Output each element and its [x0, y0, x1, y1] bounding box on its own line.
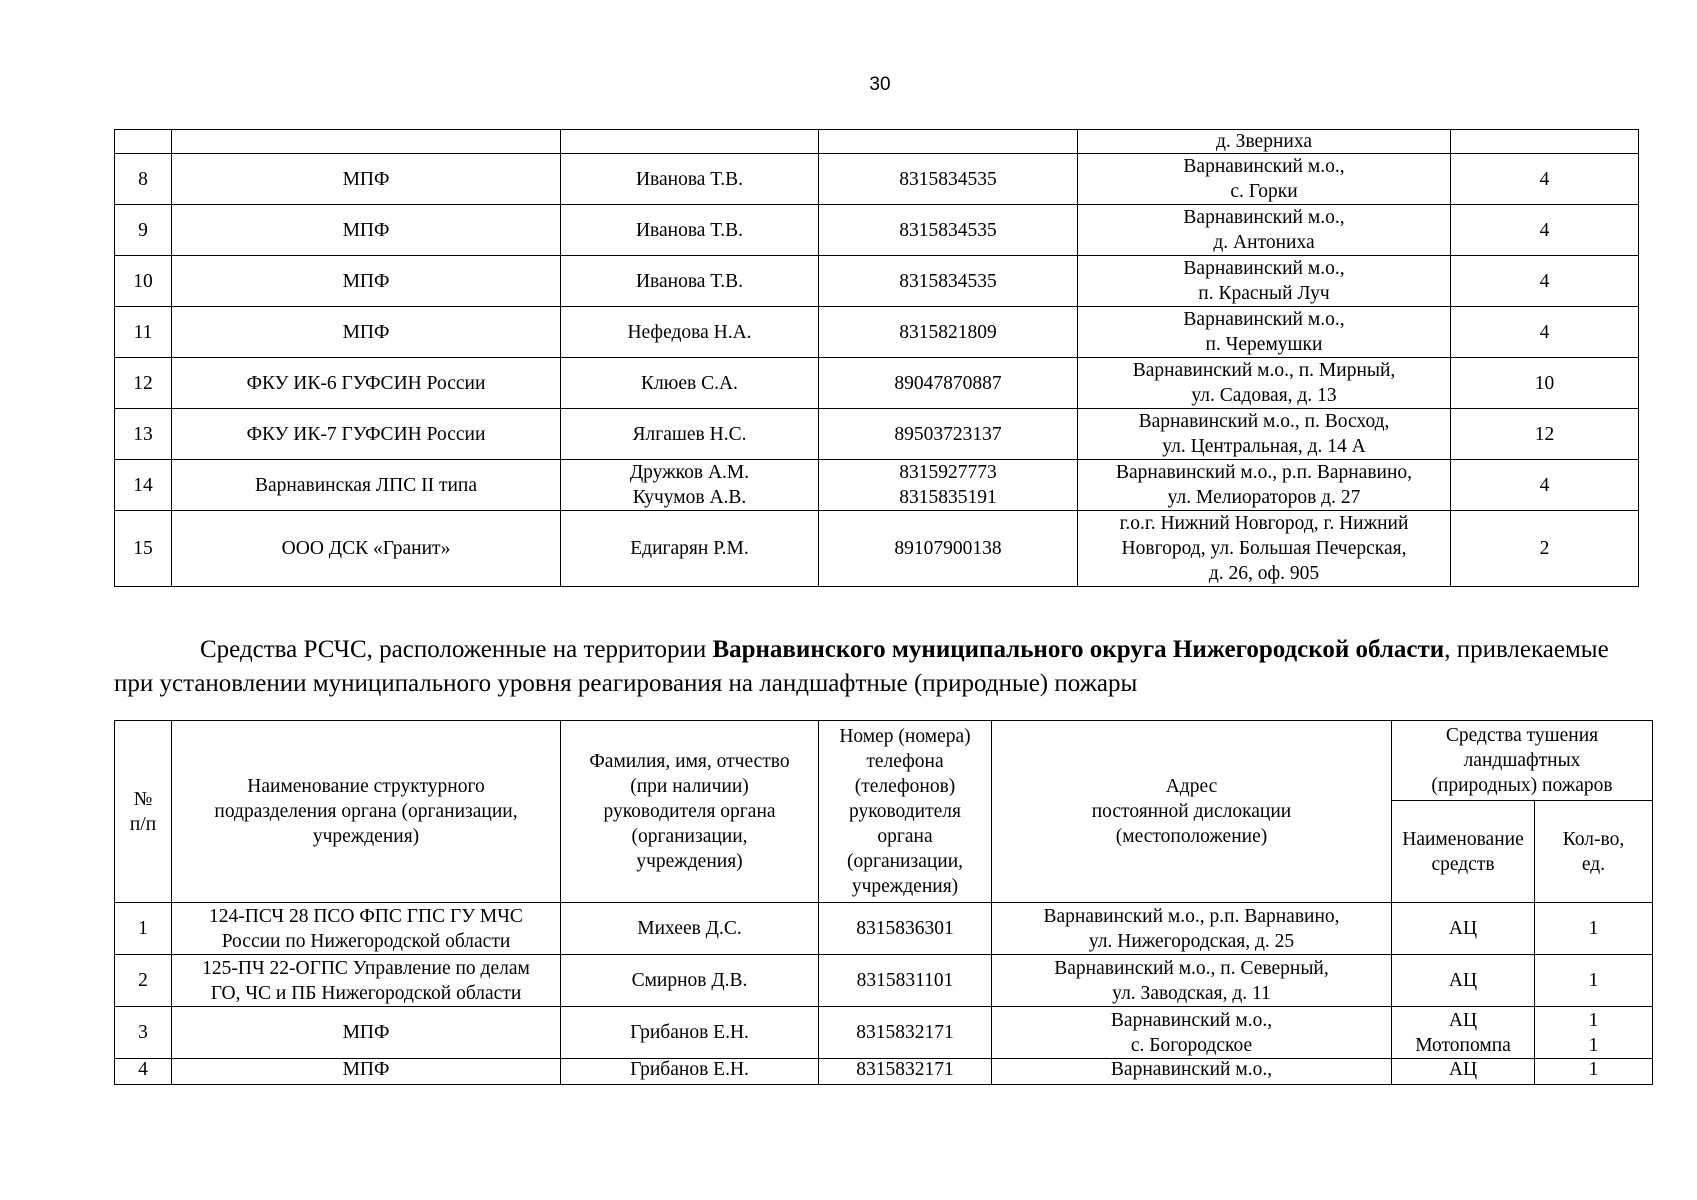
- table-row: [115, 205, 1639, 256]
- org-name: [172, 903, 561, 955]
- table-row: [115, 154, 1639, 205]
- table-row: [115, 903, 1653, 955]
- text-line: д. Антониха: [1213, 232, 1315, 253]
- text-line: средств: [1431, 853, 1495, 875]
- text-line: (организации,: [846, 851, 964, 872]
- org-name: ФКУ ИК-7 ГУФСИН России: [172, 409, 561, 460]
- header-means: [1392, 721, 1653, 801]
- org-name: МПФ: [172, 205, 561, 256]
- text-line: России по Нижегородской области: [221, 930, 511, 952]
- head-name: Михеев Д.С.: [561, 903, 819, 955]
- text-line: п. Красный Луч: [1198, 283, 1330, 304]
- row-number: 14: [115, 460, 172, 511]
- phone-number: 89047870887: [819, 358, 1078, 409]
- text-line: ландшафтных: [1463, 750, 1581, 771]
- text-line: АЦ: [1448, 1009, 1478, 1031]
- text-line: г.о.г. Нижний Новгород, г. Нижний: [1119, 513, 1409, 534]
- text-line: Кол-во,: [1562, 828, 1625, 850]
- head-name: Иванова Т.В.: [561, 154, 819, 205]
- table-row: [115, 307, 1639, 358]
- unit-count: 4: [1451, 154, 1639, 205]
- row-number: 10: [115, 256, 172, 307]
- means-count: [1535, 903, 1653, 955]
- head-name: Клюев С.А.: [561, 358, 819, 409]
- row-number: [115, 130, 172, 154]
- text-line: п/п: [129, 813, 157, 835]
- address: [1078, 358, 1451, 409]
- table-row: [115, 460, 1639, 511]
- table-body: [115, 903, 1653, 1085]
- row-number: 12: [115, 358, 172, 409]
- text-line: Варнавинский м.о., р.п. Варнавино,: [1115, 462, 1413, 483]
- header-means-name: [1392, 801, 1535, 903]
- means-name: [1392, 903, 1535, 955]
- head-name: Иванова Т.В.: [561, 205, 819, 256]
- head-name: Ялгашев Н.С.: [561, 409, 819, 460]
- text-line: ул. Центральная, д. 14 А: [1162, 436, 1366, 457]
- address: [992, 955, 1392, 1007]
- text-line: МПФ: [342, 1022, 390, 1043]
- text-line: 1: [1588, 918, 1599, 939]
- org-name: МПФ: [172, 154, 561, 205]
- address: [992, 903, 1392, 955]
- text-line: Варнавинский м.о.,: [1183, 309, 1345, 330]
- text-line: учреждения): [636, 851, 743, 872]
- text-line: 124-ПСЧ 28 ПСО ФПС ГПС ГУ МЧС: [209, 905, 523, 927]
- text-line: 8315835191: [899, 487, 997, 508]
- text-line: Кучумов А.В.: [632, 487, 747, 508]
- header-means-count: [1535, 801, 1653, 903]
- heading-text: Средства РСЧС, расположенные на территории: [200, 636, 713, 663]
- text-line: Варнавинский м.о., п. Восход,: [1138, 411, 1390, 432]
- text-line: ул. Садовая, д. 13: [1191, 385, 1337, 406]
- text-line: Варнавинский м.о.,: [1110, 1009, 1273, 1031]
- text-line: руководителя: [849, 801, 961, 822]
- text-line: учреждения): [312, 826, 420, 847]
- table-row: [115, 130, 1639, 154]
- org-name: МПФ: [172, 256, 561, 307]
- text-line: Наименование структурного: [247, 776, 485, 797]
- text-line: 1: [1588, 1034, 1599, 1056]
- text-line: с. Горки: [1230, 181, 1298, 202]
- address: [992, 1059, 1392, 1085]
- text-line: Номер (номера): [839, 726, 971, 747]
- row-number: 1: [115, 903, 172, 955]
- text-line: ГО, ЧС и ПБ Нижегородской области: [210, 982, 522, 1004]
- phone-number: 8315834535: [819, 256, 1078, 307]
- row-number: 4: [115, 1059, 172, 1085]
- phone-number: 8315832171: [819, 1007, 992, 1059]
- text-line: Адрес: [1165, 776, 1218, 797]
- heading-text-end: , привлекаемые при установлении муниципального уровня реагирования на ландшафтные (природные) пожары: [114, 636, 1609, 697]
- org-name: [172, 130, 561, 154]
- header-num: [115, 721, 172, 903]
- org-name: ООО ДСК «Гранит»: [172, 511, 561, 587]
- means-name: [1392, 1007, 1535, 1059]
- org-name: [172, 955, 561, 1007]
- phone-number: 89503723137: [819, 409, 1078, 460]
- unit-count: 2: [1451, 511, 1639, 587]
- means-count: [1535, 955, 1653, 1007]
- text-line: п. Черемушки: [1205, 334, 1323, 355]
- org-name: [172, 1007, 561, 1059]
- text-line: ед.: [1581, 853, 1606, 875]
- phone-number: 8315831101: [819, 955, 992, 1007]
- means-count: [1535, 1059, 1653, 1085]
- table-row: [115, 409, 1639, 460]
- text-line: (организации,: [631, 826, 748, 847]
- text-line: ул. Мелиораторов д. 27: [1167, 487, 1361, 508]
- head-name: Иванова Т.В.: [561, 256, 819, 307]
- table-header: [115, 721, 1653, 903]
- row-number: 9: [115, 205, 172, 256]
- row-number: 11: [115, 307, 172, 358]
- unit-count: 4: [1451, 256, 1639, 307]
- text-line: Варнавинский м.о.,: [1110, 1059, 1273, 1080]
- header-phone: [819, 721, 992, 903]
- address: [1078, 154, 1451, 205]
- unit-count: [1451, 130, 1639, 154]
- text-line: д. Зверниха: [1216, 130, 1312, 152]
- head-name: Грибанов Е.Н.: [561, 1007, 819, 1059]
- header-org: [172, 721, 561, 903]
- address: [1078, 511, 1451, 587]
- head-name: Едигарян Р.М.: [561, 511, 819, 587]
- unit-count: 4: [1451, 307, 1639, 358]
- row-number: 15: [115, 511, 172, 587]
- text-line: 1: [1588, 1059, 1599, 1080]
- text-line: д. 26, оф. 905: [1208, 563, 1320, 584]
- org-name: МПФ: [172, 307, 561, 358]
- text-line: 8315927773: [899, 462, 997, 483]
- text-line: 125-ПЧ 22-ОГПС Управление по делам: [202, 957, 530, 979]
- text-line: Варнавинский м.о., р.п. Варнавино,: [1043, 905, 1340, 927]
- means-count: [1535, 1007, 1653, 1059]
- phone-number: 8315834535: [819, 154, 1078, 205]
- text-line: Варнавинский м.о.,: [1183, 258, 1345, 279]
- head-name: [561, 130, 819, 154]
- table-continuation-body: [115, 130, 1639, 587]
- text-line: (при наличии): [630, 776, 749, 797]
- table-row: [115, 511, 1639, 587]
- text-line: Варнавинский м.о.,: [1183, 207, 1345, 228]
- phone-number: [819, 130, 1078, 154]
- address: [1078, 460, 1451, 511]
- text-line: ул. Нижегородская, д. 25: [1088, 930, 1295, 952]
- text-line: телефона: [866, 751, 944, 772]
- row-number: 13: [115, 409, 172, 460]
- text-line: ул. Заводская, д. 11: [1112, 982, 1271, 1004]
- address: [1078, 130, 1451, 154]
- org-name: ФКУ ИК-6 ГУФСИН России: [172, 358, 561, 409]
- org-name: Варнавинская ЛПС II типа: [172, 460, 561, 511]
- row-number: 2: [115, 955, 172, 1007]
- address: [1078, 205, 1451, 256]
- text-line: учреждения): [851, 876, 959, 897]
- head-name: Нефедова Н.А.: [561, 307, 819, 358]
- text-line: Наименование: [1402, 828, 1524, 850]
- table-continuation: [114, 129, 1639, 587]
- text-line: подразделения органа (организации,: [214, 801, 518, 822]
- text-line: (природных) пожаров: [1431, 775, 1613, 796]
- phone-number: 89107900138: [819, 511, 1078, 587]
- text-line: Варнавинский м.о., п. Мирный,: [1132, 360, 1396, 381]
- means-name: [1392, 955, 1535, 1007]
- phone-number: 8315832171: [819, 1059, 992, 1085]
- header-head: [561, 721, 819, 903]
- text-line: АЦ: [1448, 970, 1478, 991]
- table-row: [115, 1007, 1653, 1059]
- address: [1078, 307, 1451, 358]
- table-row: [115, 955, 1653, 1007]
- text-line: Мотопомпа: [1415, 1034, 1511, 1056]
- text-line: №: [133, 788, 153, 810]
- text-line: 1: [1588, 1009, 1599, 1031]
- address: [1078, 256, 1451, 307]
- address: [1078, 409, 1451, 460]
- text-line: Дружков А.М.: [629, 462, 750, 483]
- head-name: Смирнов Д.В.: [561, 955, 819, 1007]
- text-line: АЦ: [1448, 918, 1478, 939]
- head-name: Грибанов Е.Н.: [561, 1059, 819, 1085]
- org-name: [172, 1059, 561, 1085]
- text-line: 1: [1588, 970, 1599, 991]
- phone-number: 8315821809: [819, 307, 1078, 358]
- row-number: 3: [115, 1007, 172, 1059]
- text-line: Варнавинский м.о., п. Северный,: [1054, 957, 1329, 979]
- text-line: руководителя органа: [603, 801, 776, 822]
- text-line: (местоположение): [1115, 826, 1268, 847]
- text-line: Средства тушения: [1445, 725, 1599, 746]
- text-line: МПФ: [342, 1059, 390, 1080]
- page-number: 30: [869, 74, 891, 95]
- text-line: АЦ: [1448, 1059, 1478, 1080]
- heading-bold-text: Варнавинского муниципального округа Нижегородской области: [712, 636, 1445, 663]
- unit-count: 10: [1451, 358, 1639, 409]
- text-line: с. Богородское: [1130, 1034, 1253, 1056]
- table-row: [115, 358, 1639, 409]
- unit-count: 12: [1451, 409, 1639, 460]
- table-row: [115, 1059, 1653, 1085]
- text-line: Варнавинский м.о.,: [1183, 156, 1345, 177]
- text-line: Новгород, ул. Большая Печерская,: [1121, 538, 1407, 559]
- head-name: [561, 460, 819, 511]
- unit-count: 4: [1451, 460, 1639, 511]
- text-line: Фамилия, имя, отчество: [589, 751, 790, 772]
- header-address: [992, 721, 1392, 903]
- text-line: органа: [877, 826, 933, 847]
- section-heading: [114, 633, 1644, 701]
- table-row: [115, 256, 1639, 307]
- phone-number: 8315834535: [819, 205, 1078, 256]
- phone-number: 8315836301: [819, 903, 992, 955]
- phone-number: [819, 460, 1078, 511]
- means-name: [1392, 1059, 1535, 1085]
- text-line: постоянной дислокации: [1091, 801, 1292, 822]
- address: [992, 1007, 1392, 1059]
- unit-count: 4: [1451, 205, 1639, 256]
- row-number: 8: [115, 154, 172, 205]
- rschs-means-table: [114, 720, 1653, 1085]
- text-line: (телефонов): [854, 776, 956, 797]
